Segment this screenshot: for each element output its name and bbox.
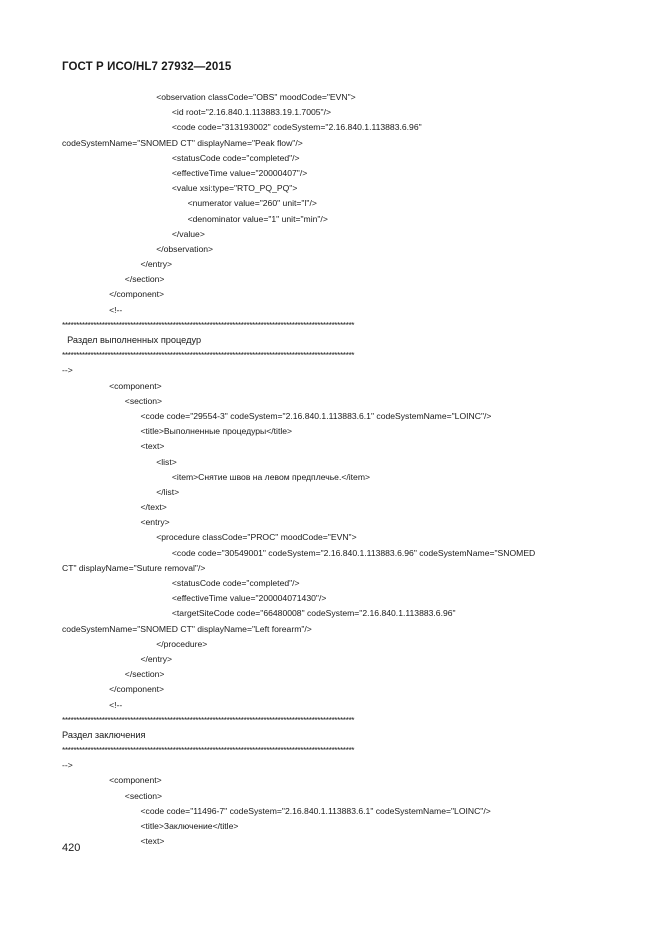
code-line: <item>Снятие швов на левом предплечье.</item> bbox=[171, 471, 370, 482]
code-line: <code code="30549001" codeSystem="2.16.840.1.113883.6.96" codeSystemName="SNOMED bbox=[171, 547, 536, 558]
code-line: <id root="2.16.840.1.113883.19.1.7005"/> bbox=[171, 107, 331, 118]
code-line: <section> bbox=[124, 395, 163, 406]
code-line: <statusCode code="completed"/> bbox=[171, 578, 300, 588]
code-line: <entry> bbox=[140, 517, 170, 528]
separator-line: ******************************************************************************************************* bbox=[62, 746, 355, 756]
xml-code-listing bbox=[62, 90, 622, 849]
code-line: codeSystemName="SNOMED CT" displayName="Left forearm"/> bbox=[62, 623, 312, 634]
code-line: <value xsi:type="RTO_PQ_PQ"> bbox=[171, 183, 298, 194]
code-line: <title>Выполненные процедуры</title> bbox=[140, 426, 293, 437]
section-heading: Раздел заключения bbox=[62, 729, 146, 740]
separator-line: ******************************************************************************************************* bbox=[62, 320, 355, 330]
code-line: <component> bbox=[109, 380, 162, 391]
code-line: <statusCode code="completed"/> bbox=[171, 152, 300, 163]
code-line: --> bbox=[62, 760, 73, 771]
code-line: <observation classCode="OBS" moodCode="EVN"> bbox=[156, 92, 356, 102]
code-line: CT" displayName="Suture removal"/> bbox=[62, 562, 206, 573]
code-line: <numerator value="260" unit="l"/> bbox=[187, 198, 317, 209]
code-line: <targetSiteCode code="66480008" codeSystem="2.16.840.1.113883.6.96" bbox=[171, 608, 456, 619]
code-line: </section> bbox=[124, 274, 165, 285]
code-line: <text> bbox=[140, 441, 165, 452]
section-heading: Раздел выполненных процедур bbox=[62, 335, 202, 345]
code-line: <text> bbox=[140, 836, 165, 847]
code-line: <code code="11496-7" codeSystem="2.16.840.1.113883.6.1" codeSystemName="LOINC"/> bbox=[140, 805, 491, 816]
code-line: <code code="313193002" codeSystem="2.16.840.1.113883.6.96" bbox=[171, 122, 422, 133]
separator-line: ******************************************************************************************************* bbox=[62, 351, 355, 361]
page-header: ГОСТ Р ИСО/HL7 27932—2015 bbox=[62, 61, 232, 73]
code-line: </list> bbox=[156, 486, 180, 497]
code-line: <effectiveTime value="20000407"/> bbox=[171, 167, 308, 178]
code-line: </procedure> bbox=[156, 638, 208, 649]
code-line: <effectiveTime value="200004071430"/> bbox=[171, 593, 327, 604]
page-number: 420 bbox=[62, 842, 81, 854]
code-line: <procedure classCode="PROC" moodCode="EVN"> bbox=[156, 532, 357, 543]
code-line: </text> bbox=[140, 502, 167, 513]
code-line: <denominator value="1" unit="min"/> bbox=[187, 213, 328, 224]
code-line: codeSystemName="SNOMED CT" displayName="Peak flow"/> bbox=[62, 137, 303, 148]
code-line: <list> bbox=[156, 456, 177, 467]
code-line: </value> bbox=[171, 228, 205, 239]
code-line: </component> bbox=[109, 684, 165, 695]
code-line: <title>Заключение</title> bbox=[140, 821, 239, 831]
code-line: </entry> bbox=[140, 653, 173, 664]
code-line: <code code="29554-3" codeSystem="2.16.840.1.113883.6.1" codeSystemName="LOINC"/> bbox=[140, 410, 492, 421]
code-line: </entry> bbox=[140, 259, 173, 270]
code-line: </observation> bbox=[156, 243, 214, 254]
code-line: <!-- bbox=[109, 699, 123, 710]
code-line: --> bbox=[62, 365, 73, 376]
code-line: </section> bbox=[124, 669, 165, 680]
code-line: <component> bbox=[109, 775, 162, 786]
separator-line: ******************************************************************************************************* bbox=[62, 715, 355, 725]
code-line: <!-- bbox=[109, 304, 123, 315]
code-line: <section> bbox=[124, 790, 163, 801]
code-line: </component> bbox=[109, 289, 165, 300]
